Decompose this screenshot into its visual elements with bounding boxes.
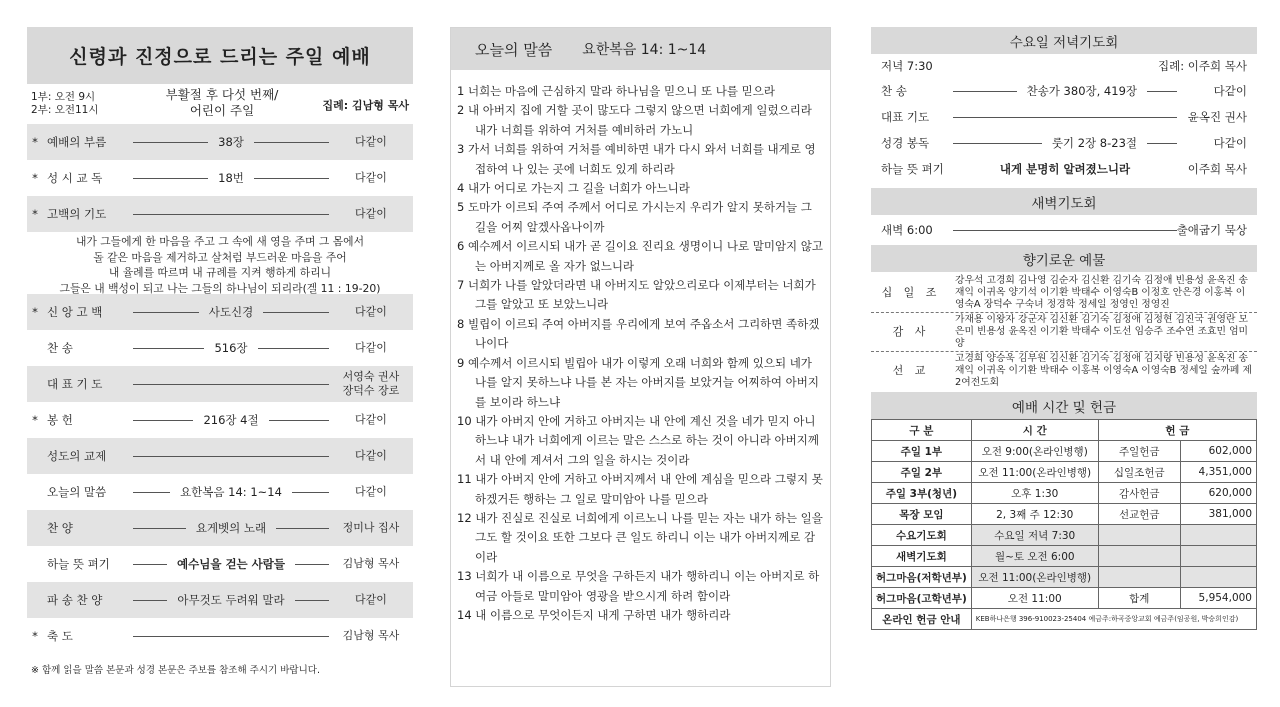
order-item-name: 성도의 교제 xyxy=(47,449,107,463)
verse-line: 그들은 내 백성이 되고 나는 그들의 하나님이 되리라(겔 11 : 19-20) xyxy=(59,281,381,295)
leader-line xyxy=(263,312,329,313)
verse-line: 11 내가 아버지 안에 거하고 아버지께서 내 안에 계심을 믿으라 그렇지 못하겠거든 행하는 그 일로 말미암아 나를 믿으라 xyxy=(457,472,823,506)
service-time: 오전 9:00(온라인병행) xyxy=(971,441,1098,462)
offering-kind xyxy=(1098,525,1180,546)
person-name: 다같이 xyxy=(355,593,387,606)
service-time: 수요일 저녁 7:30 xyxy=(971,525,1098,546)
offering-names xyxy=(871,272,1257,390)
wednesday-order xyxy=(871,78,1257,182)
offering-amount xyxy=(1180,525,1256,546)
offering-kind: 주일헌금 xyxy=(1098,441,1180,462)
order-item-content: 아무것도 두려워 말라 xyxy=(177,593,285,607)
person-name: 김남형 목사 xyxy=(342,629,400,642)
leader-line xyxy=(133,348,204,349)
time-offering-table xyxy=(871,419,1257,630)
table-header-row xyxy=(872,420,1257,441)
person-name: 다같이 xyxy=(355,341,387,354)
order-item-person xyxy=(329,305,413,319)
offering-kind xyxy=(1098,567,1180,588)
service-time: 오전 11:00(온라인병행) xyxy=(971,462,1098,483)
sermon-title: 내게 분명히 알려졌느니라 xyxy=(999,162,1131,176)
worship-order-row xyxy=(27,510,413,546)
offering-group xyxy=(871,352,1257,390)
order-item-detail xyxy=(133,592,329,608)
order-item-person: 다같이 xyxy=(1213,84,1247,98)
order-item-person: 이주희 목사 xyxy=(1187,162,1247,176)
table-row xyxy=(872,525,1257,546)
service-name: 주일 2부 xyxy=(872,462,972,483)
footnote: ※ 함께 읽을 말씀 본문과 성경 본문은 주보를 참조해 주시기 바랍니다. xyxy=(31,665,320,676)
standing-mark: * xyxy=(32,305,38,319)
standing-mark: * xyxy=(32,413,38,427)
online-offering-row xyxy=(872,609,1257,630)
offering-amount: 381,000 xyxy=(1180,504,1256,525)
leader-line xyxy=(133,528,186,529)
standing-mark: * xyxy=(32,629,38,643)
verse-line: 4 내가 어디로 가는지 그 길을 너희가 아느니라 xyxy=(457,181,690,196)
person-name: 다같이 xyxy=(355,305,387,318)
order-item-detail xyxy=(133,134,329,150)
worship-order-row xyxy=(27,582,413,618)
verse-line: 1 너희는 마음에 근심하지 말라 하나님을 믿으니 또 나를 믿으라 xyxy=(457,84,775,98)
order-item-content: 사도신경 xyxy=(208,305,254,319)
verse-line: 6 예수께서 이르시되 내가 곧 길이요 진리요 생명이니 나로 말미암지 않고는 아버지께로 올 자가 없느니라 xyxy=(457,239,824,273)
service-info xyxy=(27,84,413,124)
service-name: 수요기도회 xyxy=(872,525,972,546)
service-name: 목장 모임 xyxy=(872,504,972,525)
wednesday-order-row xyxy=(871,104,1257,130)
leader-line xyxy=(133,492,170,493)
worship-order-row xyxy=(27,196,413,232)
verse-line: 2 내 아버지 집에 거할 곳이 많도다 그렇지 않으면 너희에게 일렀으리라 내가 너희를 위하여 거처를 예비하러 가노니 xyxy=(457,103,812,137)
worship-order-row xyxy=(27,402,413,438)
time-offering-title: 예배 시간 및 헌금 xyxy=(871,392,1257,419)
verse-line: 내가 그들에게 한 마음을 주고 그 속에 새 영을 주며 그 몸에서 xyxy=(75,235,365,248)
order-item-content: 38장 xyxy=(218,135,244,149)
table-header-offering: 헌 금 xyxy=(1098,420,1256,441)
verse-line: 12 내가 진실로 진실로 너희에게 이르노니 나를 믿는 자는 내가 하는 일을 그도 할 것이요 또한 그보다 큰 일도 하리니 이는 내가 아버지께로 감이라 xyxy=(457,510,823,564)
leader-line xyxy=(269,420,329,421)
worship-order-row xyxy=(27,618,413,654)
leader-line xyxy=(295,564,329,565)
verse-line: 9 예수께서 이르시되 빌립아 내가 이렇게 오래 너희와 함께 있으되 네가 나를 알지 못하느냐 나를 본 자는 아버지를 보았거늘 어찌하여 아버지를 보이라 하느냐 xyxy=(457,355,819,409)
service-time: 오전 11:00 xyxy=(971,588,1098,609)
worship-title: 신령과 진정으로 드리는 주일 예배 xyxy=(27,27,413,84)
worship-order-row xyxy=(27,366,413,402)
order-item-person xyxy=(329,171,413,185)
leader-line xyxy=(258,348,329,349)
offering-donors: 고경희 양승욱 김부원 김신환 김기숙 김정애 김지랑 빈용성 윤옥진 송재익 이귀옥 이기환 박태수 이홍복 이영숙A 이영숙B 정세일 숲까페 제2여전도회 xyxy=(955,353,1252,388)
offering-amount xyxy=(1180,567,1256,588)
order-item-name: 오늘의 말씀 xyxy=(47,485,107,499)
verse-line: 13 너희가 내 이름으로 무엇을 구하든지 내가 행하리니 이는 아버지로 하여금 아들로 말미암아 영광을 받으시게 하려 함이라 xyxy=(457,569,820,603)
dawn-row xyxy=(871,215,1257,245)
leader-line xyxy=(953,230,1177,231)
wednesday-order-row xyxy=(871,156,1257,182)
verse-line: 10 내가 아버지 안에 거하고 아버지는 내 안에 계신 것을 네가 믿지 아니하느냐 내가 너희에게 이르는 말은 스스로 하는 것이 아니라 아버지께서 내 안에 계셔서 그의 일을 하시는 것이라 xyxy=(457,413,819,467)
leader-line xyxy=(953,117,1177,118)
service-name: 허그마음(고학년부) xyxy=(872,588,972,609)
leader-line xyxy=(133,636,329,637)
order-item-detail xyxy=(133,384,329,385)
offering-donors: 가재용 이왕자 강군자 김신환 김기숙 김정애 김정현 김진국 권영란 모은미 빈용성 윤옥진 이기환 박태수 이도선 임승주 조수연 조효민 엄미양 xyxy=(955,314,1249,349)
offering-group xyxy=(871,313,1257,352)
order-of-worship xyxy=(27,27,413,676)
wednesday-title: 수요일 저녁기도회 xyxy=(871,27,1257,54)
order-item-person xyxy=(329,557,413,571)
order-item-content: 룻기 2장 8-23절 xyxy=(1051,136,1137,150)
worship-order-row xyxy=(27,330,413,366)
offering-kind: 십일조헌금 xyxy=(1098,462,1180,483)
leader-line xyxy=(953,143,1042,144)
leader-line xyxy=(254,178,329,179)
offering-amount xyxy=(1180,546,1256,567)
leader-line xyxy=(292,492,329,493)
worship-order-row xyxy=(27,124,413,160)
order-item-person xyxy=(329,370,413,398)
scripture-heading: 오늘의 말씀 xyxy=(475,40,553,59)
order-item-person xyxy=(329,449,413,463)
service-times xyxy=(31,91,99,117)
order-item-detail xyxy=(133,556,329,572)
offering-type: 감 사 xyxy=(892,325,930,338)
offering-amount: 4,351,000 xyxy=(1180,462,1256,483)
standing-mark: * xyxy=(32,135,38,149)
verse-line: 14 내 이름으로 무엇이든지 내게 구하면 내가 행하리라 xyxy=(457,607,731,622)
order-item-name: 하늘 뜻 펴기 xyxy=(47,557,110,571)
order-item-content: 216장 4절 xyxy=(203,413,259,427)
table-row xyxy=(872,462,1257,483)
leader-line xyxy=(133,564,167,565)
order-item-name: 고백의 기도 xyxy=(47,207,107,221)
offering-kind: 합계 xyxy=(1098,588,1180,609)
verse-line: 5 도마가 이르되 주여 주께서 어디로 가시는지 우리가 알지 못하거늘 그 길을 어찌 알겠사옵나이까 xyxy=(457,200,812,234)
leader-line xyxy=(133,600,167,601)
leader-line xyxy=(276,528,329,529)
leader-line xyxy=(254,142,329,143)
offering-amount: 5,954,000 xyxy=(1180,588,1256,609)
offering-title: 향기로운 예물 xyxy=(871,245,1257,272)
scripture-reference: 요한복음 14: 1~14 xyxy=(582,42,707,58)
order-item-person: 다같이 xyxy=(1213,136,1247,150)
worship-order-row xyxy=(27,546,413,582)
sunday-theme xyxy=(132,87,312,119)
table-header-category: 구 분 xyxy=(872,420,972,441)
order-item-detail xyxy=(133,484,329,500)
order-item-detail xyxy=(133,304,329,320)
worship-order-row xyxy=(27,438,413,474)
wednesday-order-row xyxy=(871,130,1257,156)
leader-line xyxy=(133,178,208,179)
order-item-content: 예수님을 걷는 사람들 xyxy=(177,557,285,571)
dawn-topic: 출애굽기 묵상 xyxy=(1176,223,1247,237)
service-name: 주일 3부(청년) xyxy=(872,483,972,504)
theme-line-2: 어린이 주일 xyxy=(189,103,255,118)
table-row xyxy=(872,546,1257,567)
table-row xyxy=(872,588,1257,609)
order-item-detail xyxy=(133,170,329,186)
table-row xyxy=(872,441,1257,462)
order-item-person xyxy=(329,341,413,355)
person-name: 다같이 xyxy=(355,207,387,220)
order-item-content: 18번 xyxy=(218,171,244,185)
dawn-title: 새벽기도회 xyxy=(871,188,1257,215)
person-name: 다같이 xyxy=(355,135,387,148)
order-item-name: 대 표 기 도 xyxy=(47,377,103,391)
service-name: 주일 1부 xyxy=(872,441,972,462)
order-item-name: 찬 송 xyxy=(47,341,73,355)
order-item-name: 예배의 부름 xyxy=(47,135,107,149)
person-name: 다같이 xyxy=(355,485,387,498)
order-item-person xyxy=(329,593,413,607)
person-name: 다같이 xyxy=(355,171,387,184)
person-name: 김남형 목사 xyxy=(342,557,400,570)
dawn-time: 새벽 6:00 xyxy=(881,223,933,237)
theme-line-1: 부활절 후 다섯 번째/ xyxy=(165,87,279,102)
order-item-detail xyxy=(133,214,329,215)
weekly-info xyxy=(871,27,1257,630)
order-item-name: 찬 송 xyxy=(881,84,907,98)
order-item-name: 찬 양 xyxy=(47,521,73,535)
person-name: 다같이 xyxy=(355,413,387,426)
leader-line xyxy=(133,142,208,143)
leader-line xyxy=(953,91,1017,92)
offering-type: 십 일 조 xyxy=(881,286,941,299)
leader-line xyxy=(133,312,199,313)
order-item-content: 516장 xyxy=(214,341,248,355)
order-item-detail xyxy=(133,412,329,428)
order-item-person: 윤옥진 권사 xyxy=(1187,110,1247,124)
service-time: 오후 1:30 xyxy=(971,483,1098,504)
worship-order-list xyxy=(27,124,413,654)
verse-line: 7 너희가 나를 알았더라면 내 아버지도 알았으리로다 이제부터는 너희가 그를 알았고 또 보았느니라 xyxy=(457,278,816,312)
leader-line xyxy=(1147,143,1177,144)
verse-line: 돌 같은 마음을 제거하고 살처럼 부드러운 마음을 주어 xyxy=(93,250,347,264)
order-item-name: 축 도 xyxy=(47,629,73,643)
table-row xyxy=(872,567,1257,588)
person-name: 정미나 집사 xyxy=(342,521,400,534)
order-item-detail xyxy=(133,636,329,637)
standing-mark: * xyxy=(32,171,38,185)
order-item-content: 요한복음 14: 1~14 xyxy=(180,485,282,499)
todays-scripture xyxy=(450,27,831,687)
worship-leader: 집례: 김남형 목사 xyxy=(322,99,409,112)
offering-kind: 감사헌금 xyxy=(1098,483,1180,504)
confession-verse xyxy=(27,232,413,294)
worship-order-row xyxy=(27,474,413,510)
order-item-person xyxy=(329,521,413,535)
worship-order-row xyxy=(27,294,413,330)
wednesday-leader: 집례: 이주희 목사 xyxy=(1158,59,1247,73)
order-item-person xyxy=(329,485,413,499)
person-name: 장덕수 장로 xyxy=(342,384,400,397)
order-item-name: 봉 헌 xyxy=(47,413,73,427)
service-name: 허그마음(저학년부) xyxy=(872,567,972,588)
service-time: 오전 11:00(온라인병행) xyxy=(971,567,1098,588)
order-item-detail xyxy=(133,520,329,536)
service-time: 2, 3째 주 12:30 xyxy=(971,504,1098,525)
verse-line: 내 율례를 따르며 내 규례를 지켜 행하게 하리니 xyxy=(108,266,332,279)
order-item-person xyxy=(329,413,413,427)
order-item-detail xyxy=(133,340,329,356)
online-offering-label: 온라인 헌금 안내 xyxy=(872,609,972,630)
person-name: 다같이 xyxy=(355,449,387,462)
order-item-person xyxy=(329,135,413,149)
order-item-name: 신 앙 고 백 xyxy=(47,305,103,319)
offering-kind: 선교헌금 xyxy=(1098,504,1180,525)
offering-kind xyxy=(1098,546,1180,567)
verse-line: 8 빌립이 이르되 주여 아버지를 우리에게 보여 주옵소서 그리하면 족하겠나이다 xyxy=(457,316,820,351)
order-item-person xyxy=(329,629,413,643)
leader-line xyxy=(1147,91,1177,92)
table-row xyxy=(872,504,1257,525)
leader-line xyxy=(133,384,329,385)
online-offering-info: KEB하나은행 396-910023-25404 예금주:하곡중앙교회 예금주(임공원, 박승희인감) xyxy=(971,609,1256,630)
person-name: 서영숙 권사 xyxy=(342,370,400,383)
order-item-name: 대표 기도 xyxy=(881,110,930,124)
order-item-person xyxy=(329,207,413,221)
offering-type: 선 교 xyxy=(892,364,930,377)
leader-line xyxy=(133,456,329,457)
offering-donors: 강우석 고경희 김나영 김순자 김신환 김기숙 김정애 빈용성 윤옥진 송재익 이귀옥 양기석 이기환 박태수 이영숙B 이정호 안은경 이홍복 이영숙A 장덕수 구숙녀 정경학 정세일 정영인 정영진 xyxy=(955,275,1249,310)
table-header-time: 시 간 xyxy=(971,420,1098,441)
order-item-content: 요게벳의 노래 xyxy=(195,521,267,535)
service-time-2: 2부: 오전11시 xyxy=(31,104,99,116)
scripture-verses xyxy=(451,70,830,625)
leader-line xyxy=(295,600,329,601)
verse-line: 3 가서 너희를 위하여 거처를 예비하면 내가 다시 와서 너희를 내게로 영접하여 나 있는 곳에 너희도 있게 하리라 xyxy=(457,142,816,176)
order-item-content: 찬송가 380장, 419장 xyxy=(1026,84,1137,98)
scripture-header xyxy=(451,28,830,70)
service-time: 월~토 오전 6:00 xyxy=(971,546,1098,567)
leader-line xyxy=(133,420,193,421)
wednesday-time: 저녁 7:30 xyxy=(881,59,933,73)
service-time-1: 1부: 오전 9시 xyxy=(31,91,96,103)
offering-amount: 602,000 xyxy=(1180,441,1256,462)
table-row xyxy=(872,483,1257,504)
order-item-detail xyxy=(133,456,329,457)
order-item-name: 파 송 찬 양 xyxy=(47,593,103,607)
order-item-name: 성 시 교 독 xyxy=(47,171,103,185)
order-item-name: 하늘 뜻 펴기 xyxy=(881,162,944,176)
offering-group xyxy=(871,274,1257,313)
order-item-name: 성경 봉독 xyxy=(881,136,930,150)
wednesday-order-row xyxy=(871,78,1257,104)
worship-order-row xyxy=(27,160,413,196)
offering-amount: 620,000 xyxy=(1180,483,1256,504)
leader-line xyxy=(133,214,329,215)
standing-mark: * xyxy=(32,207,38,221)
service-name: 새벽기도회 xyxy=(872,546,972,567)
wednesday-time-row xyxy=(871,54,1257,78)
